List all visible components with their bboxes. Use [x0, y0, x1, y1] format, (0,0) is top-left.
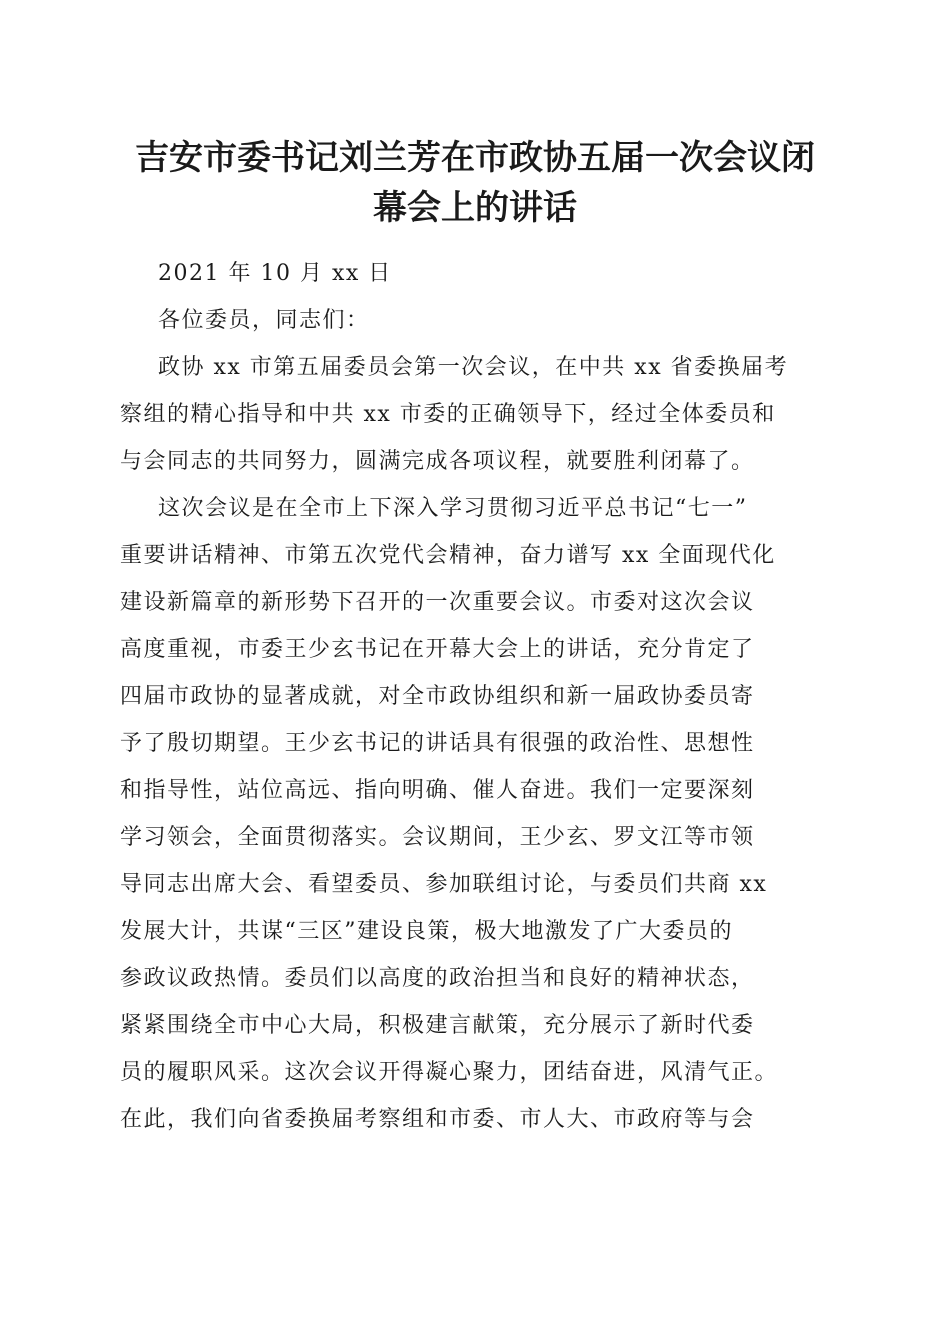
- paragraph-2-line: 这次会议是在全市上下深入学习贯彻习近平总书记“七一”: [158, 496, 748, 521]
- paragraph-1-line: 政协 xx 市第五届委员会第一次会议，在中共 xx 省委换届考: [158, 355, 789, 380]
- paragraph-1-line: 与会同志的共同努力，圆满完成各项议程，就要胜利闭幕了。: [120, 449, 755, 474]
- paragraph-2-line: 建设新篇章的新形势下召开的一次重要会议。市委对这次会议: [120, 590, 755, 615]
- paragraph-2-line: 学习领会，全面贯彻落实。会议期间，王少玄、罗文江等市领: [120, 825, 755, 850]
- document-title: [100, 133, 850, 233]
- document-body: [120, 250, 840, 1143]
- paragraph-2-line: 参政议政热情。委员们以高度的政治担当和良好的精神状态，: [120, 966, 755, 991]
- date-line: 2021 年 10 月 xx 日: [158, 261, 392, 286]
- paragraph-1-line: 察组的精心指导和中共 xx 市委的正确领导下，经过全体委员和: [120, 402, 776, 427]
- title-line-1: 吉安市委书记刘兰芳在市政协五届一次会议闭: [135, 138, 815, 178]
- paragraph-2-line: 紧紧围绕全市中心大局，积极建言献策，充分展示了新时代委: [120, 1013, 755, 1038]
- paragraph-2-line: 和指导性，站位高远、指向明确、催人奋进。我们一定要深刻: [120, 778, 755, 803]
- paragraph-2-line: 在此，我们向省委换届考察组和市委、市人大、市政府等与会: [120, 1107, 755, 1132]
- paragraph-2-line: 导同志出席大会、看望委员、参加联组讨论，与委员们共商 xx: [120, 872, 768, 897]
- paragraph-2-line: 高度重视，市委王少玄书记在开幕大会上的讲话，充分肯定了: [120, 637, 755, 662]
- paragraph-2-line: 予了殷切期望。王少玄书记的讲话具有很强的政治性、思想性: [120, 731, 755, 756]
- salutation: 各位委员，同志们：: [158, 308, 370, 333]
- paragraph-2-line: 四届市政协的显著成就，对全市政协组织和新一届政协委员寄: [120, 684, 755, 709]
- paragraph-2-line: 员的履职风采。这次会议开得凝心聚力，团结奋进，风清气正。: [120, 1060, 779, 1085]
- title-line-2: 幕会上的讲话: [373, 188, 577, 228]
- paragraph-2-line: 发展大计，共谋“三区”建设良策，极大地激发了广大委员的: [120, 919, 733, 944]
- paragraph-2-line: 重要讲话精神、市第五次党代会精神，奋力谱写 xx 全面现代化: [120, 543, 776, 568]
